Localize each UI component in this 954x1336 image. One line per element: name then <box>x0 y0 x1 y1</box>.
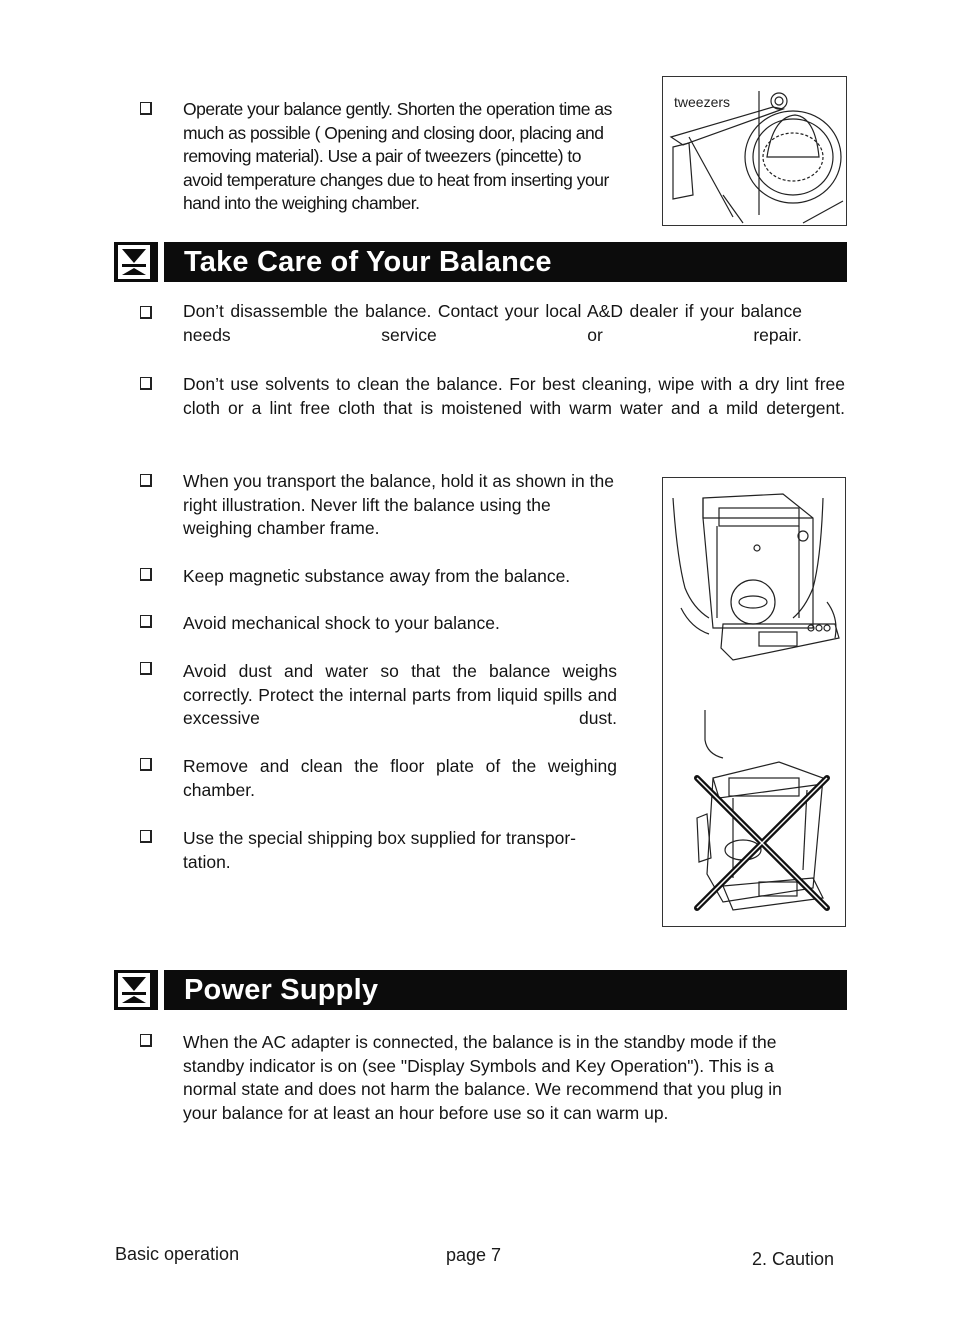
banner-divider <box>158 242 164 282</box>
care-item-1: Don’t disassemble the balance. Contact your local A&D dealer if your balance needs service or repair. <box>183 301 802 345</box>
care-item-8: Use the special shipping box supplied for transpor-tation. <box>183 828 576 872</box>
intro-paragraph: Operate your balance gently. Shorten the operation time as much as possible ( Opening and closing door, placing and removing material). Use a pair of tweezers (pincette) to avoid temperature changes due to heat from inserting your hand into the weighing chamber. <box>183 99 612 213</box>
down-arrow-icon <box>118 245 150 279</box>
checkbox-bullet <box>140 306 152 319</box>
checkbox-bullet <box>140 102 152 115</box>
tweezers-illustration <box>662 76 847 226</box>
care-item-3: When you transport the balance, hold it as shown in the right illustration. Never lift the balance using the weighing chamber frame. <box>183 471 614 538</box>
footer-chapter: 2. Caution <box>752 1249 835 1269</box>
section-title-care: Take Care of Your Balance <box>184 246 552 278</box>
checkbox-bullet <box>140 1034 152 1047</box>
page-number: page 7 <box>446 1245 502 1265</box>
transport-illustration <box>662 477 846 927</box>
balance-drawing <box>663 478 845 926</box>
checkbox-bullet <box>140 615 152 628</box>
care-item-6: Avoid dust and water so that the balance weighs correctly. Protect the internal parts from liquid spills and excessive dust. <box>183 661 617 728</box>
section-title-power: Power Supply <box>184 974 379 1006</box>
care-item-7: Remove and clean the floor plate of the weighing chamber. <box>183 756 617 800</box>
banner-divider <box>158 970 164 1010</box>
checkbox-bullet <box>140 758 152 771</box>
care-item-2: Don’t use solvents to clean the balance. For best cleaning, wipe with a dry lint free cloth or a lint free cloth that is moistened with warm water and a mild detergent. <box>183 374 845 418</box>
section-banner-power <box>114 970 847 1010</box>
tweezers-label: tweezers <box>674 94 731 110</box>
footer-section-name: Basic operation <box>115 1244 240 1264</box>
checkbox-bullet <box>140 377 152 390</box>
care-item-5: Avoid mechanical shock to your balance. <box>183 613 500 633</box>
checkbox-bullet <box>140 830 152 843</box>
checkbox-bullet <box>140 474 152 487</box>
checkbox-bullet <box>140 662 152 675</box>
checkbox-bullet <box>140 568 152 581</box>
section-banner-care <box>114 242 847 282</box>
down-arrow-icon <box>118 973 150 1007</box>
care-item-4: Keep magnetic substance away from the balance. <box>183 566 571 586</box>
tweezers-drawing <box>663 77 846 225</box>
power-item-1: When the AC adapter is connected, the balance is in the standby mode if the standby indicator is on (see "Display Symbols and Key Operation"). This is a normal state and does not harm the balance. We recommend that you plug in your balance for at least an hour before use so it can warm up. <box>183 1032 782 1123</box>
